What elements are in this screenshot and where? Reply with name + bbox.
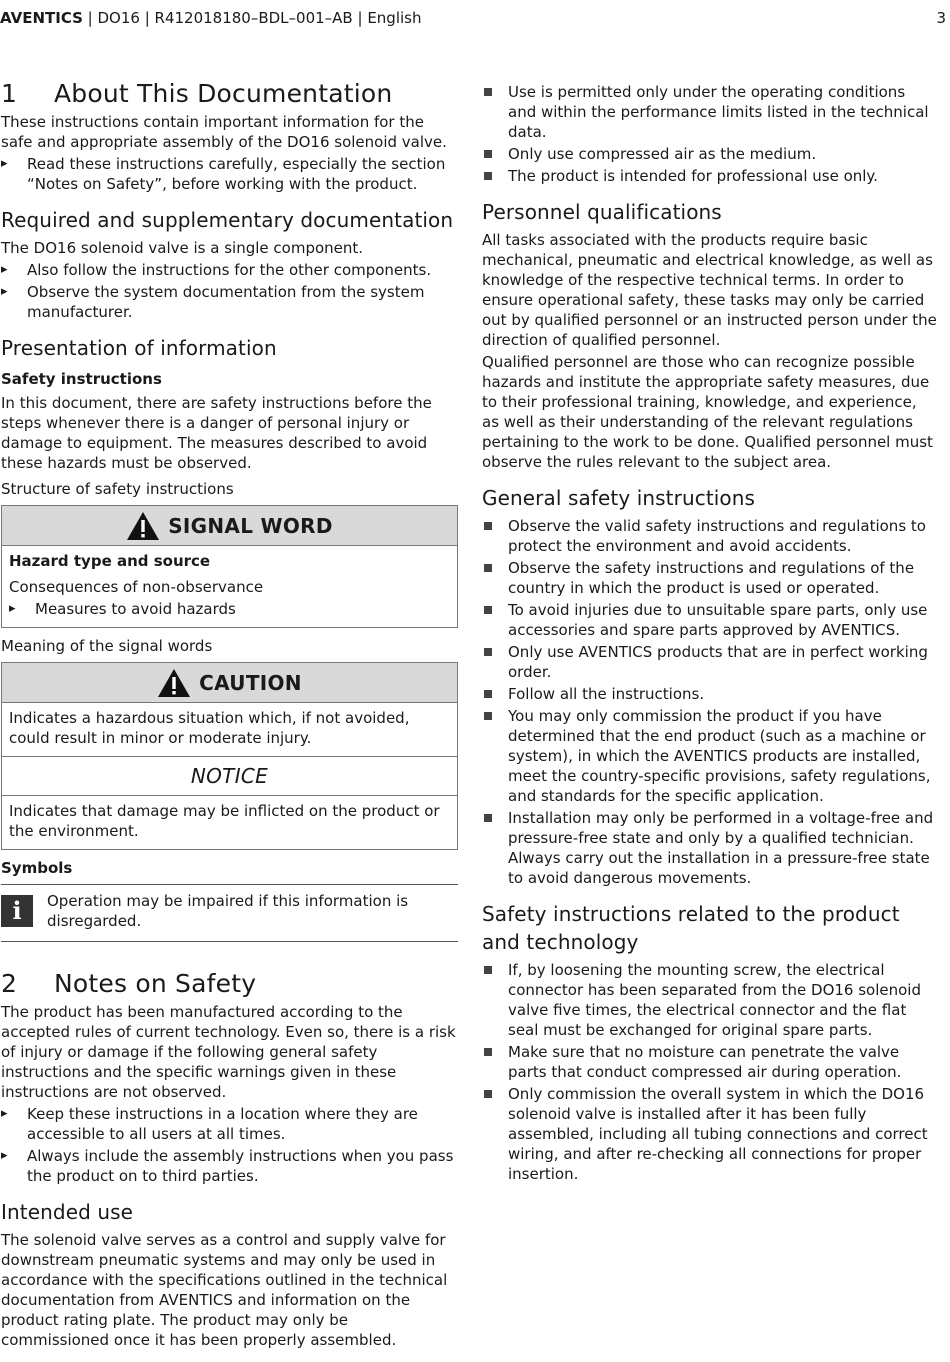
intended-use-text: [1, 1230, 458, 1350]
sec1-bullet-list: [1, 154, 458, 194]
required-docs-heading: Required and supplementary documentation: [1, 208, 454, 232]
left-column: [1, 74, 458, 1352]
list-item: Make sure that no moisture can penetrate the valve parts that conduct compressed air during operation.: [482, 1042, 938, 1082]
warning-triangle-icon: [157, 668, 191, 698]
safety-instructions-subheading: Safety instructions: [1, 370, 162, 388]
required-docs-list: [1, 260, 458, 322]
notice-label: NOTICE: [190, 764, 269, 788]
list-item: You may only commission the product if you have determined that the end product (such as a machine or system), in which the AVENTICS products are installed, meet the country-specific provisions, safety regulations, and standards for the specific application.: [482, 706, 938, 806]
section-2-heading: [1, 968, 458, 1000]
signal-word-header: [2, 506, 457, 546]
structure-label: Structure of safety instructions: [1, 480, 234, 498]
required-docs-text: The DO16 solenoid valve is a single component.: [1, 239, 364, 257]
header-brand: AVENTICS: [0, 9, 83, 27]
list-item: Follow all the instructions.: [482, 684, 938, 704]
right-column: [482, 80, 938, 1186]
symbols-subheading: Symbols: [1, 859, 73, 877]
notice-body: [2, 796, 457, 849]
list-item: ▸ Measures to avoid hazards: [9, 599, 450, 619]
list-item: Use is permitted only under the operating conditions and within the performance limits listed in the technical data.: [482, 82, 938, 142]
safety-instructions-text: In this document, there are safety instructions before the steps whenever there is a danger of personal injury or damage to equipment. The measures described to avoid these hazards must be observed.: [1, 394, 432, 472]
general-safety-heading: General safety instructions: [482, 486, 756, 510]
list-item: To avoid injuries due to unsuitable spare parts, only use accessories and spare parts approved by AVENTICS.: [482, 600, 938, 640]
signal-words-meaning-box: [1, 662, 458, 850]
measures-list: [9, 599, 450, 619]
personnel-text-2: Qualified personnel are those who can recognize possible hazards and institute the appropriate safety measures, due to their professional training, knowledge, and experience, as well as their understanding of the relevant regulations pertaining to the work to be done. Qualified personnel must observe the rules relevant to the subject area.: [482, 353, 933, 471]
list-item: Only use compressed air as the medium.: [482, 144, 938, 164]
meaning-label: Meaning of the signal words: [1, 637, 213, 655]
sec2-bullet-list: [1, 1104, 458, 1186]
notice-header: [2, 756, 457, 796]
signal-word-label: SIGNAL WORD: [168, 513, 333, 538]
intended-use-list: [482, 82, 938, 186]
section-title: About This Documentation: [54, 79, 393, 108]
section-1-heading: [1, 78, 458, 110]
consequence-text: Consequences of non-observance: [9, 578, 264, 596]
personnel-text-1: All tasks associated with the products require basic mechanical, pneumatic and electrical knowledge, as well as knowledge of the respective technical terms. In order to ensure operational safety, these tasks may only be carried out by qualified personnel or an instructed person under the direction of qualified personnel.: [482, 231, 937, 349]
list-item: Observe the valid safety instructions and regulations to protect the environment and avoid accidents.: [482, 516, 938, 556]
personnel-heading: Personnel qualifications: [482, 200, 722, 224]
caution-body: [2, 703, 457, 756]
list-item: ▸ Keep these instructions in a location where they are accessible to all users at all times.: [1, 1104, 458, 1144]
signal-word-box: [1, 505, 458, 628]
list-item: ▸ Also follow the instructions for the other components.: [1, 260, 458, 280]
info-symbol-row: [1, 884, 458, 942]
list-item: Only use AVENTICS products that are in perfect working order.: [482, 642, 938, 682]
intended-use-heading: Intended use: [1, 1200, 134, 1224]
list-item: ▸ Always include the assembly instructions when you pass the product on to third parties.: [1, 1146, 458, 1186]
list-item: If, by loosening the mounting screw, the electrical connector has been separated from the DO16 solenoid valve five times, the electrical connector and the flat seal must be exchanged for original spare parts.: [482, 960, 938, 1040]
section-number: 1: [1, 79, 18, 108]
page-number: 3: [936, 9, 946, 27]
list-item: ▸ Observe the system documentation from the system manufacturer.: [1, 282, 458, 322]
product-safety-heading: Safety instructions related to the product and technology: [482, 902, 900, 954]
presentation-heading: Presentation of information: [1, 336, 277, 360]
list-item: ▸ Read these instructions carefully, especially the section “Notes on Safety”, before working with the product.: [1, 154, 458, 194]
signal-word-body: [2, 546, 457, 627]
header-doc-info: | DO16 | R412018180–BDL–001–AB | English: [82, 9, 422, 27]
intended-use-text-content: The solenoid valve serves as a control and supply valve for downstream pneumatic systems and may only be used in accordance with the specifications outlined in the technical documentation from AVENTICS and information on the product rating plate. The product may only be commissioned once it has been properly assembled.: [1, 1231, 448, 1349]
caution-header: [2, 663, 457, 703]
list-item: Only commission the overall system in which the DO16 solenoid valve is installed after it has been fully assembled, including all tubing connections and correct wiring, and after re-checking all connections for proper insertion.: [482, 1084, 938, 1184]
section-number: 2: [1, 969, 18, 998]
hazard-type-label: Hazard type and source: [9, 552, 211, 570]
page-header: [0, 9, 946, 31]
caution-text: Indicates a hazardous situation which, if not avoided, could result in minor or moderate injury.: [9, 709, 410, 747]
notice-text: Indicates that damage may be inflicted on the product or the environment.: [9, 802, 440, 840]
caution-label: CAUTION: [199, 670, 302, 695]
product-safety-list: [482, 960, 938, 1184]
info-text: Operation may be impaired if this information is disregarded.: [47, 892, 409, 930]
info-icon: i: [1, 895, 33, 927]
list-item: Observe the safety instructions and regulations of the country in which the product is used or operated.: [482, 558, 938, 598]
sec1-intro: These instructions contain important information for the safe and appropriate assembly of the DO16 solenoid valve.: [1, 113, 447, 151]
section-title: Notes on Safety: [54, 969, 257, 998]
general-safety-list: [482, 516, 938, 888]
sec2-intro: The product has been manufactured according to the accepted rules of current technology. Even so, there is a risk of injury or damage if the following general safety instructions and the specific warnings given in these instructions are not observed.: [1, 1003, 456, 1101]
warning-triangle-icon: [126, 511, 160, 541]
list-item: The product is intended for professional use only.: [482, 166, 938, 186]
list-item: Installation may only be performed in a voltage-free and pressure-free state and only by a qualified technician. Always carry out the installation in a pressure-free state to avoid dangerous movements.: [482, 808, 938, 888]
